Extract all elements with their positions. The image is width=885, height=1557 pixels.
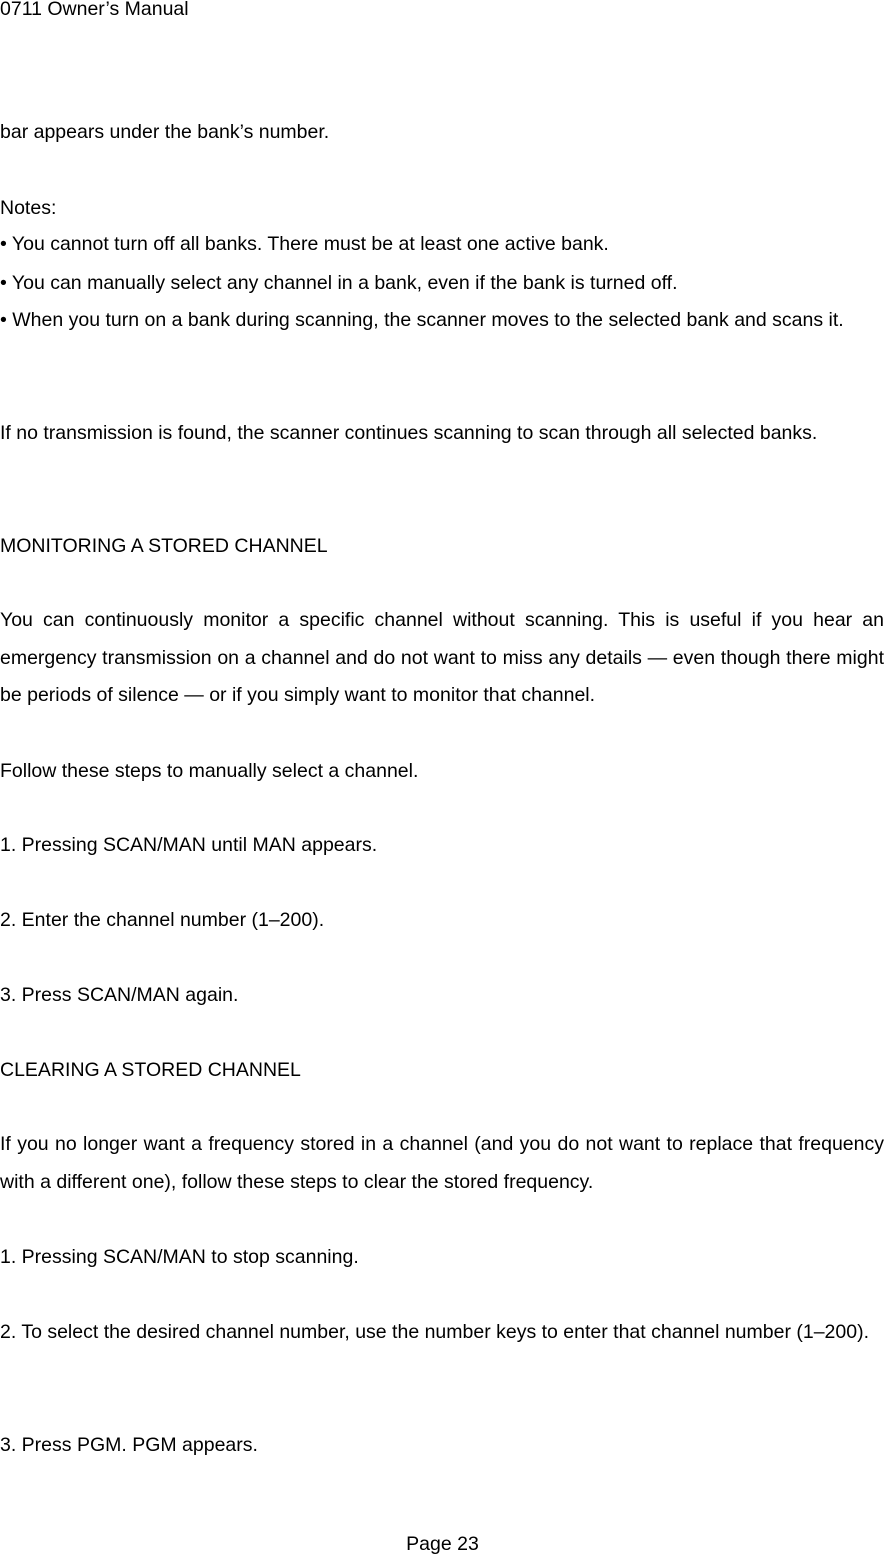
paragraph-monitoring: You can continuously monitor a specific channel without scanning. This is useful if you hear an emergency transmission on a channel and do not want to miss any details — even though there might be periods of silence — or if you simply want to monitor that channel. — [0, 609, 884, 706]
clear-step: 1. Pressing SCAN/MAN to stop scanning. — [0, 1246, 359, 1268]
page-number: Page 23 — [406, 1533, 479, 1555]
monitor-step: 1. Pressing SCAN/MAN until MAN appears. — [0, 834, 378, 856]
monitor-step: 2. Enter the channel number (1–200). — [0, 909, 325, 931]
paragraph-clearing: If you no longer want a frequency stored in a channel (and you do not want to replace that frequency with a different one), follow these steps to clear the stored frequency. — [0, 1133, 884, 1193]
note-item: • You can manually select any channel in a bank, even if the bank is turned off. — [0, 272, 678, 294]
clear-step: 3. Press PGM. PGM appears. — [0, 1434, 258, 1456]
paragraph-no-transmission: If no transmission is found, the scanner continues scanning to scan through all selected banks. — [0, 422, 818, 444]
paragraph-bank-bar: bar appears under the bank’s number. — [0, 121, 330, 143]
note-item: • When you turn on a bank during scanning, the scanner moves to the selected bank and scans it. — [0, 309, 844, 331]
section-heading-clearing: CLEARING A STORED CHANNEL — [0, 1059, 301, 1081]
document-header: 0711 Owner’s Manual — [0, 0, 189, 20]
section-heading-monitoring: MONITORING A STORED CHANNEL — [0, 535, 328, 557]
notes-label: Notes: — [0, 197, 57, 219]
monitor-step: 3. Press SCAN/MAN again. — [0, 984, 239, 1006]
paragraph-follow-steps: Follow these steps to manually select a channel. — [0, 760, 419, 782]
clear-step: 2. To select the desired channel number, use the number keys to enter that channel number (1–200). — [0, 1321, 870, 1343]
note-item: • You cannot turn off all banks. There must be at least one active bank. — [0, 233, 609, 255]
